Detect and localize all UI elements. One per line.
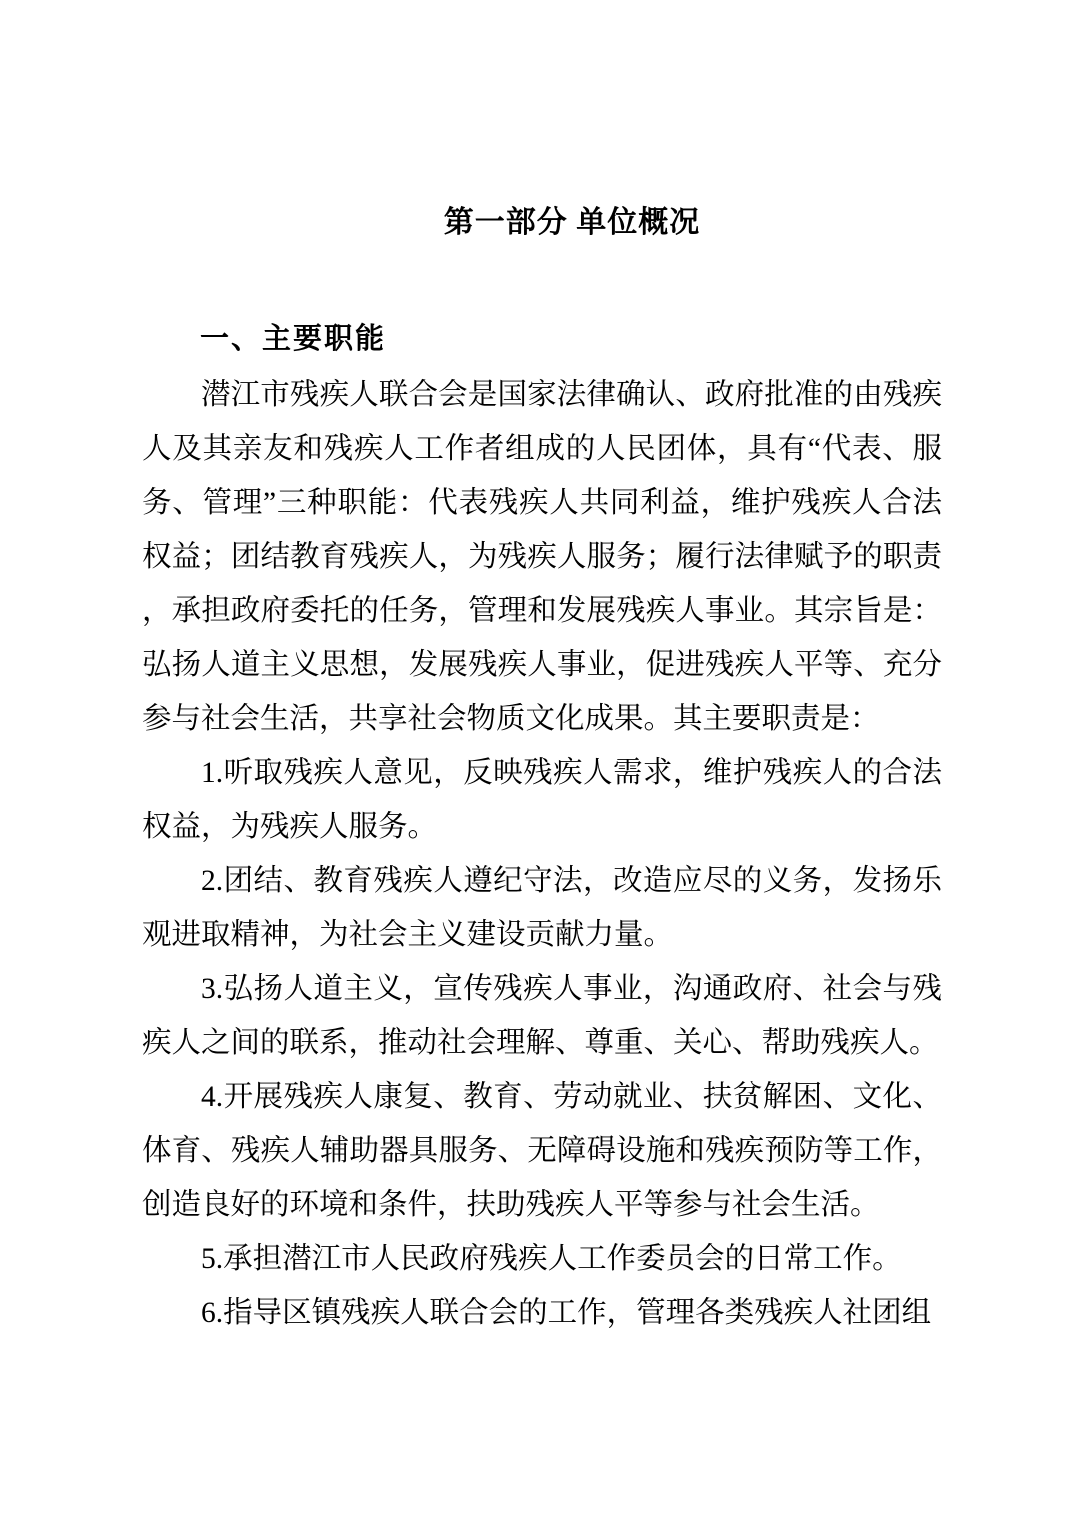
body-text [142, 368, 942, 1340]
paragraph-duty-5: 5.承担潜江市人民政府残疾人工作委员会的日常工作。 [201, 1243, 902, 1275]
paragraph-duty-3: 3.弘扬人道主义，宣传残疾人事业，沟通政府、社会与残疾人之间的联系，推动社会理解、尊重、关心、帮助残疾人。 [142, 973, 942, 1059]
paragraph-duty-4: 4.开展残疾人康复、教育、劳动就业、扶贫解困、文化、体育、残疾人辅助器具服务、无障碍设施和残疾预防等工作，创造良好的环境和条件，扶助残疾人平等参与社会生活。 [142, 1081, 942, 1221]
document-content [142, 0, 942, 1340]
page-title: 第一部分 单位概况 [443, 206, 701, 239]
paragraph-intro: 潜江市残疾人联合会是国家法律确认、政府批准的由残疾人及其亲友和残疾人工作者组成的人民团体，具有“代表、服务、管理”三种职能：代表残疾人共同利益，维护残疾人合法权益；团结教育残疾人，为残疾人服务；履行法律赋予的职责，承担政府委托的任务，管理和发展残疾人事业。其宗旨是：弘扬人道主义思想，发展残疾人事业，促进残疾人平等、充分参与社会生活，共享社会物质文化成果。其主要职责是： [142, 379, 942, 735]
paragraph-duty-2: 2.团结、教育残疾人遵纪守法，改造应尽的义务，发扬乐观进取精神，为社会主义建设贡献力量。 [142, 865, 942, 951]
paragraph-duty-1: 1.听取残疾人意见，反映残疾人需求，维护残疾人的合法权益，为残疾人服务。 [142, 757, 942, 843]
section-heading: 一、主要职能 [200, 323, 387, 355]
paragraph-duty-6: 6.指导区镇残疾人联合会的工作，管理各类残疾人社团组 [201, 1297, 932, 1329]
